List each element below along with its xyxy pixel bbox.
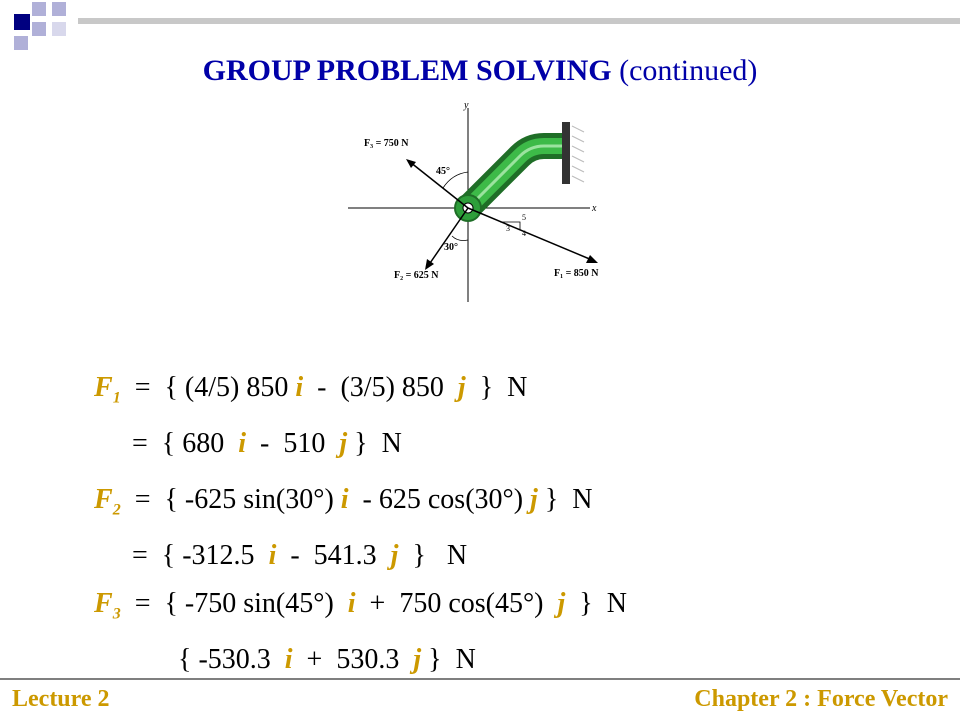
f1-label: F₁ = 850 N [554, 268, 599, 279]
eq-f2-result: = { -312.5 i - 541.3 j } N [118, 540, 468, 571]
axis-y-label: y [464, 100, 469, 111]
force-diagram [340, 98, 640, 304]
eq-lhs: $F_3$ [94, 588, 121, 623]
eq-f3-result: { -530.3 i + 530.3 j } N [178, 644, 476, 675]
corner-square-1 [14, 14, 30, 30]
f2-arrowhead [425, 259, 434, 270]
wall-hatch [572, 126, 584, 182]
f2-label: F₂ = 625 N [394, 270, 439, 281]
top-rule [78, 18, 960, 24]
corner-square-4 [32, 22, 46, 36]
f1-arrow [468, 208, 592, 260]
wall [562, 122, 570, 184]
angle-30-arc [452, 236, 468, 241]
eq-lhs: $F_1$ [94, 372, 121, 407]
slide-footer [0, 678, 960, 720]
tri-3-label: 3 [506, 224, 510, 233]
f3-label: F₃ = 750 N [364, 138, 409, 149]
tri-5-label: 5 [522, 213, 526, 222]
eq-f1-result: = { 680 i - 510 j } N [118, 428, 402, 459]
axis-x-label: x [592, 203, 597, 214]
eq-f1: $F_1$ = { (4/5) 850 i - (3/5) 850 j } N [94, 372, 528, 407]
eq-f3: $F_3$ = { -750 sin(45°) i + 750 cos(45°) j } N [94, 588, 627, 623]
footer-chapter: Chapter 2 : Force Vector [694, 686, 948, 712]
eq-f2: $F_2$ = { -625 sin(30°) i - 625 cos(30°) j } N [94, 484, 593, 519]
title-rest: (continued) [619, 54, 758, 87]
f2-arrow [428, 208, 468, 266]
corner-square-2 [32, 2, 46, 16]
slide-title [0, 54, 960, 88]
corner-square-3 [52, 2, 66, 16]
f3-arrowhead [406, 159, 416, 168]
corner-square-5 [14, 36, 28, 50]
title-bold: GROUP PROBLEM SOLVING [202, 54, 612, 87]
corner-square-6 [52, 22, 66, 36]
angle-30-label: 30° [444, 242, 458, 253]
tri-4-label: 4 [522, 229, 526, 238]
footer-lecture: Lecture 2 [12, 686, 110, 712]
angle-45-label: 45° [436, 166, 450, 177]
eq-lhs: $F_2$ [94, 484, 121, 519]
